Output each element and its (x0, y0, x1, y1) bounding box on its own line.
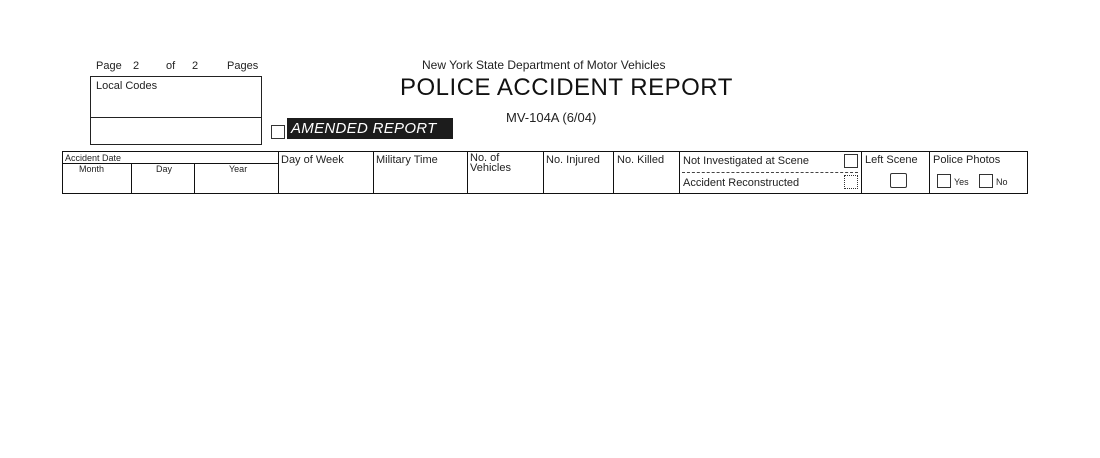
total-pages: 2 (192, 60, 199, 72)
accident-date-cell[interactable] (62, 152, 278, 193)
day-of-week-cell[interactable] (278, 152, 373, 193)
report-title: POLICE ACCIDENT REPORT (400, 74, 733, 101)
amended-report-banner (287, 118, 453, 139)
no-of-vehicles-label-1: No. of (470, 152, 500, 164)
page-number: 2 (133, 60, 140, 72)
page-label: Page (96, 60, 122, 72)
police-photos-cell (929, 152, 1027, 193)
year-label: Year (229, 164, 248, 174)
form-id: MV-104A (6/04) (506, 110, 597, 125)
military-time-cell[interactable] (373, 152, 467, 193)
amended-report-label: AMENDED REPORT (291, 120, 437, 137)
police-photos-yes-checkbox[interactable] (937, 174, 951, 188)
investigation-cell (679, 152, 861, 193)
local-codes-box (90, 76, 262, 145)
left-scene-cell (861, 152, 929, 193)
no-injured-label: No. Injured (546, 154, 600, 166)
no-injured-cell[interactable] (543, 152, 613, 193)
accident-info-table (62, 151, 1028, 194)
left-scene-label: Left Scene (865, 154, 918, 166)
not-investigated-label: Not Investigated at Scene (683, 155, 809, 167)
agency-name: New York State Department of Motor Vehicles (422, 58, 666, 72)
day-of-week-label: Day of Week (281, 154, 344, 166)
no-of-vehicles-label-2: Vehicles (470, 162, 511, 174)
military-time-label: Military Time (376, 154, 438, 166)
police-photos-label: Police Photos (933, 154, 1001, 166)
amended-report-checkbox[interactable] (271, 125, 285, 139)
no-killed-label: No. Killed (617, 154, 665, 166)
accident-reconstructed-label: Accident Reconstructed (683, 177, 800, 189)
pages-label: Pages (227, 60, 259, 72)
not-investigated-checkbox[interactable] (844, 154, 858, 168)
accident-date-label: Accident Date (65, 153, 122, 163)
police-photos-no-label: No (996, 177, 1008, 187)
of-label: of (166, 60, 176, 72)
local-codes-label: Local Codes (96, 80, 158, 92)
month-label: Month (79, 164, 105, 174)
police-photos-no-checkbox[interactable] (979, 174, 993, 188)
no-killed-cell[interactable] (613, 152, 679, 193)
local-codes-field[interactable] (91, 117, 261, 145)
police-photos-yes-label: Yes (954, 177, 969, 187)
day-label: Day (156, 164, 173, 174)
no-of-vehicles-cell[interactable] (467, 152, 543, 193)
left-scene-checkbox[interactable] (890, 173, 907, 188)
accident-reconstructed-checkbox[interactable] (844, 175, 858, 189)
